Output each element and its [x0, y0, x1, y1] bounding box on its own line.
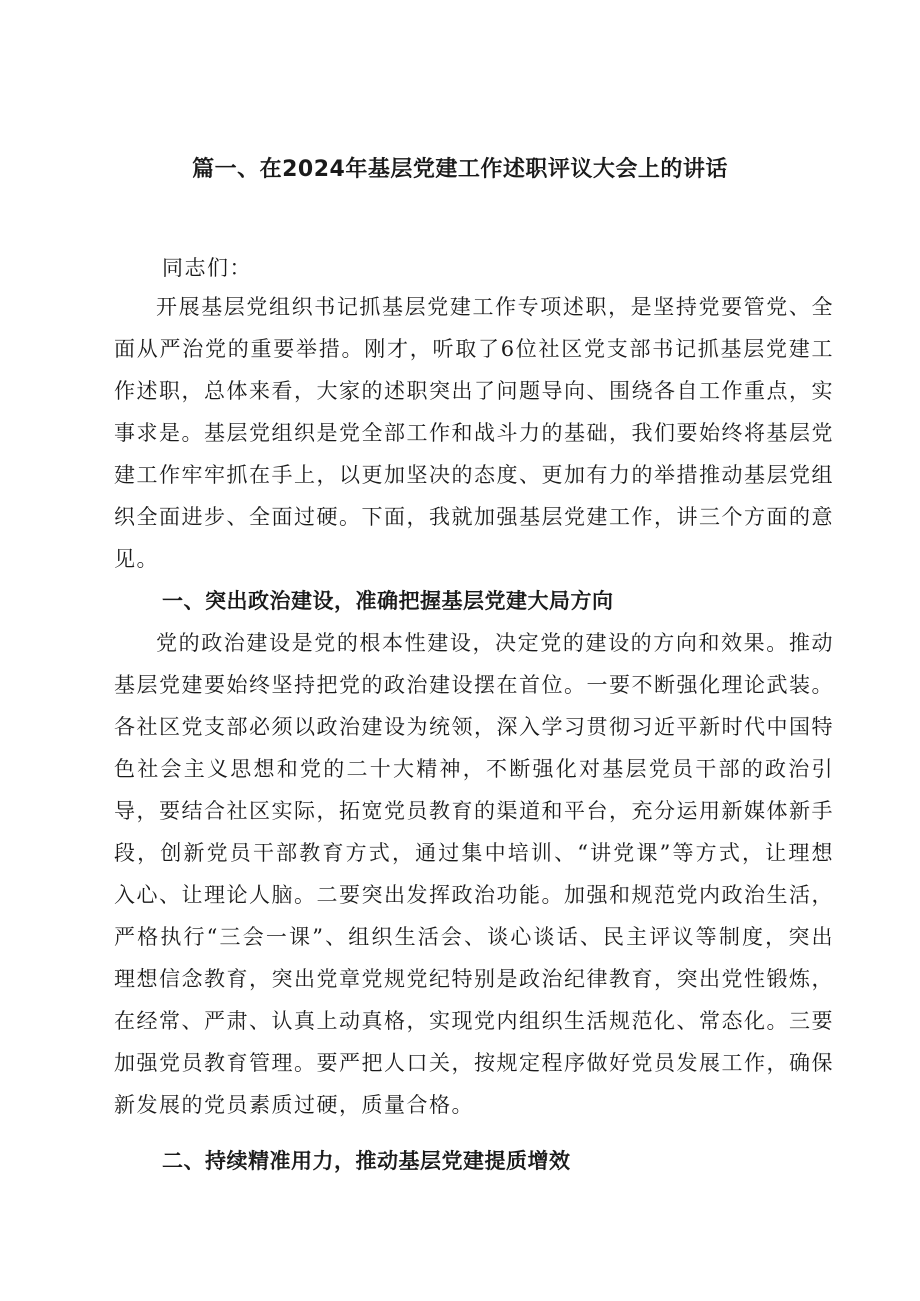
document-title: 篇一、在2024年基层党建工作述职评议大会上的讲话 [192, 157, 728, 182]
salutation: 同志们： [162, 256, 252, 280]
section1-paragraph: 党的政治建设是党的根本性建设，决定党的建设的方向和效果。推动基层党建要始终坚持把党的政治建设摆在首位。一要不断强化理论武装。各社区党支部必须以政治建设为统领，深入学习贯彻习近平新时代中国特色社会主义思想和党的二十大精神，不断强化对基层党员干部的政治引导，要结合社区实际，拓宽党员教育的渠道和平台，充分运用新媒体新手段，创新党员干部教育方式，通过集中培训、“讲党课”等方式，让理想入心、让理论人脑。二要突出发挥政治功能。加强和规范党内政治生活，严格执行“三会一课”、组织生活会、谈心谈话、民主评议等制度，突出理想信念教育，突出党章党规党纪特别是政治纪律教育，突出党性锻炼，在经常、严肃、认真上动真格，实现党内组织生活规范化、常态化。三要加强党员教育管理。要严把人口关，按规定程序做好党员发展工作，确保新发展的党员素质过硬，质量合格。 [114, 631, 834, 1117]
section-heading-1: 一、突出政治建设，准确把握基层党建大局方向 [162, 589, 614, 613]
salutation-block [114, 247, 834, 289]
section-heading-2: 二、持续精准用力，推动基层党建提质增效 [162, 1149, 571, 1173]
speech-body [114, 286, 834, 1182]
intro-paragraph: 开展基层党组织书记抓基层党建工作专项述职，是坚持党要管党、全面从严治党的重要举措。刚才，听取了6位社区党支部书记抓基层党建工作述职，总体来看，大家的述职突出了问题导向、围绕各自工作重点，实事求是。基层党组织是党全部工作和战斗力的基础，我们要始终将基层党建工作牢牢抓在手上，以更加坚决的态度、更加有力的举措推动基层党组织全面进步、全面过硬。下面，我就加强基层党建工作，讲三个方面的意见。 [114, 295, 834, 571]
